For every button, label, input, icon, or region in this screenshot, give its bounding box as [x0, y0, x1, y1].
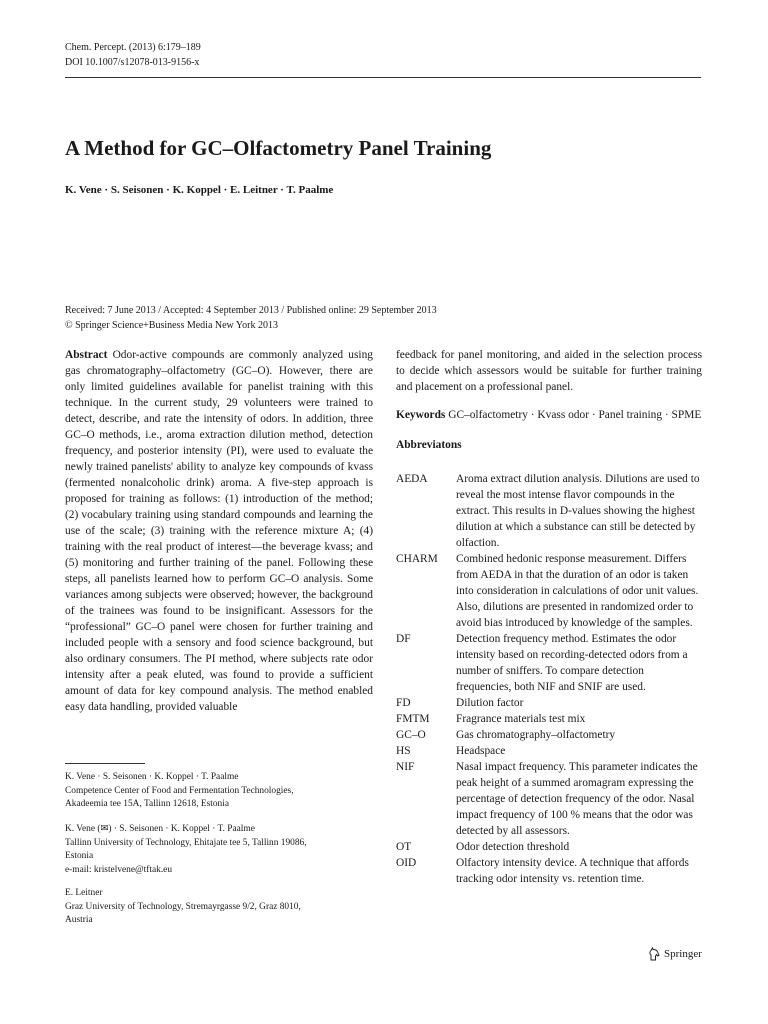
- copyright-line: © Springer Science+Business Media New York 2013: [65, 320, 278, 331]
- keywords: [396, 407, 702, 423]
- abbreviation-definition: Headspace: [456, 745, 506, 757]
- abbreviation-definition: Gas chromatography–olfactometry: [456, 729, 616, 741]
- affiliation-names: K. Vene · S. Seisonen · K. Koppel · T. Paalme: [65, 772, 239, 782]
- abbreviation-item: [396, 711, 702, 727]
- springer-horse-logo-icon: [648, 947, 660, 961]
- abbreviation-item: [396, 759, 702, 839]
- journal-doi: DOI 10.1007/s12078-013-9156-x: [65, 57, 200, 68]
- affiliation-line: Estonia: [65, 851, 94, 861]
- abbreviation-item: [396, 727, 702, 743]
- footnote-rule: [65, 763, 145, 764]
- affiliation-line: Graz University of Technology, Stremayrgasse 9/2, Graz 8010,: [65, 901, 301, 912]
- abbreviation-term: DF: [396, 633, 411, 645]
- publication-dates: [65, 303, 437, 333]
- keywords-label: Keywords: [396, 409, 446, 421]
- affiliation-3: [65, 887, 375, 928]
- publisher-name: Springer: [664, 948, 702, 960]
- abbreviation-term: AEDA: [396, 473, 428, 485]
- abbreviations-heading: Abbreviatons: [396, 439, 462, 451]
- abstract-continuation: feedback for panel monitoring, and aided in the selection process to decide which assessors would be suitable for further training and placement on a professional panel.: [396, 349, 702, 393]
- abstract-text: Odor-active compounds are commonly analyzed using gas chromatography–olfactometry (GC–O). However, there are only limited guidelines available for panelist training with this technique. In the current study, 29 volunteers were trained to detect, describe, and rate the intensity of odors. In addition, three GC–O methods, i.e., aroma extraction dilution method, detection frequency, and posterior intensity (PI), were used to evaluate the newly trained panelists' ability to analyze key compounds of kvass (fermented nonalcoholic drink) aroma. A five-step approach is proposed for training as follows: (1) introduction of the method; (2) vocabulary training using standard compounds and learning the use of the scale; (3) training with the reference mixture A; (4) training with the real product of interest—the beverage kvass; and (5) monitoring and further training of the panel. Following these steps, all panelists learned how to perform GC–O analysis. Some variances among subjects were observed; however, the background of the trainees was found to be insignificant. Assessors for the “professional” GC–O panel were chosen for further training and included people with a sensory and food science background, but also ordinary consumers. The PI method, where subjects rate odor intensity after a peak eluted, was found to provide a sufficient amount of data for key compound analysis. The method enabled easy data handling, provided valuable: [65, 349, 373, 713]
- author-list: K. Vene · S. Seisonen · K. Koppel · E. Leitner · T. Paalme: [65, 184, 334, 196]
- affiliation-line: Competence Center of Food and Fermentation Technologies,: [65, 785, 294, 796]
- abbreviation-item: [396, 471, 702, 551]
- abbreviation-definition: Dilution factor: [456, 697, 524, 709]
- right-column: [396, 347, 702, 887]
- affiliation-2: [65, 823, 375, 877]
- abbreviations-list: [396, 471, 702, 887]
- affiliation-line: Austria: [65, 915, 93, 925]
- abbreviation-term: NIF: [396, 761, 415, 773]
- affiliation-names: E. Leitner: [65, 888, 103, 898]
- abbreviation-term: CHARM: [396, 553, 438, 565]
- abbreviation-term: FMTM: [396, 713, 430, 725]
- abbreviation-item: [396, 551, 702, 631]
- abbreviation-item: [396, 743, 702, 759]
- abbreviation-term: GC–O: [396, 729, 426, 741]
- affiliation-names: K. Vene (✉) · S. Seisonen · K. Koppel · T. Paalme: [65, 824, 255, 834]
- publisher-mark: [648, 947, 702, 961]
- header-rule: [65, 77, 701, 78]
- abbreviation-definition: Aroma extract dilution analysis. Dilutions are used to reveal the most intense flavor compounds in the extract. This results in D-values showing the highest dilution at which a substance can still be detected by olfaction.: [456, 473, 700, 549]
- affiliation-line: Akadeemia tee 15A, Tallinn 12618, Estonia: [65, 799, 229, 809]
- abbreviation-definition: Olfactory intensity device. A technique that affords tracking odor intensity vs. retention time.: [456, 857, 689, 885]
- abbreviation-term: OT: [396, 841, 412, 853]
- abbreviation-item: [396, 631, 702, 695]
- abbreviation-term: OID: [396, 857, 417, 869]
- abbreviation-item: [396, 839, 702, 855]
- abbreviation-definition: Fragrance materials test mix: [456, 713, 586, 725]
- abbreviation-definition: Nasal impact frequency. This parameter indicates the peak height of a summed aromagram expressing the percentage of detection frequency of the odor. Nasal impact frequency of 100 % means that the odor was detected by all assessors.: [456, 761, 698, 837]
- abbreviation-definition: Detection frequency method. Estimates the odor intensity based on recording-detected odors from a number of sniffers. To compare detection frequencies, both NIF and SNIF are used.: [456, 633, 688, 693]
- abbreviation-definition: Combined hedonic response measurement. Differs from AEDA in that the duration of an odor is taken into consideration in calculations of odor unit values. Also, dilutions are presented in randomized order to avoid bias introduced by knowledge of the samples.: [456, 553, 699, 629]
- abbreviation-term: FD: [396, 697, 411, 709]
- journal-citation: Chem. Percept. (2013) 6:179–189: [65, 42, 201, 53]
- abstract-label: Abstract: [65, 349, 108, 361]
- abbreviation-item: [396, 855, 702, 887]
- paper-title: A Method for GC–Olfactometry Panel Training: [65, 136, 492, 160]
- journal-header: [65, 40, 201, 70]
- affiliation-1: [65, 771, 375, 812]
- abbreviation-definition: Odor detection threshold: [456, 841, 570, 853]
- abstract: [65, 347, 373, 715]
- keywords-text: GC–olfactometry · Kvass odor · Panel training · SPME: [448, 409, 702, 421]
- abbreviation-item: [396, 695, 702, 711]
- dates-history: Received: 7 June 2013 / Accepted: 4 September 2013 / Published online: 29 September 2013: [65, 305, 437, 316]
- corresponding-email[interactable]: e-mail: kristelvene@tftak.eu: [65, 864, 173, 875]
- abbreviation-term: HS: [396, 745, 411, 757]
- affiliation-line: Tallinn University of Technology, Ehitajate tee 5, Tallinn 19086,: [65, 837, 307, 848]
